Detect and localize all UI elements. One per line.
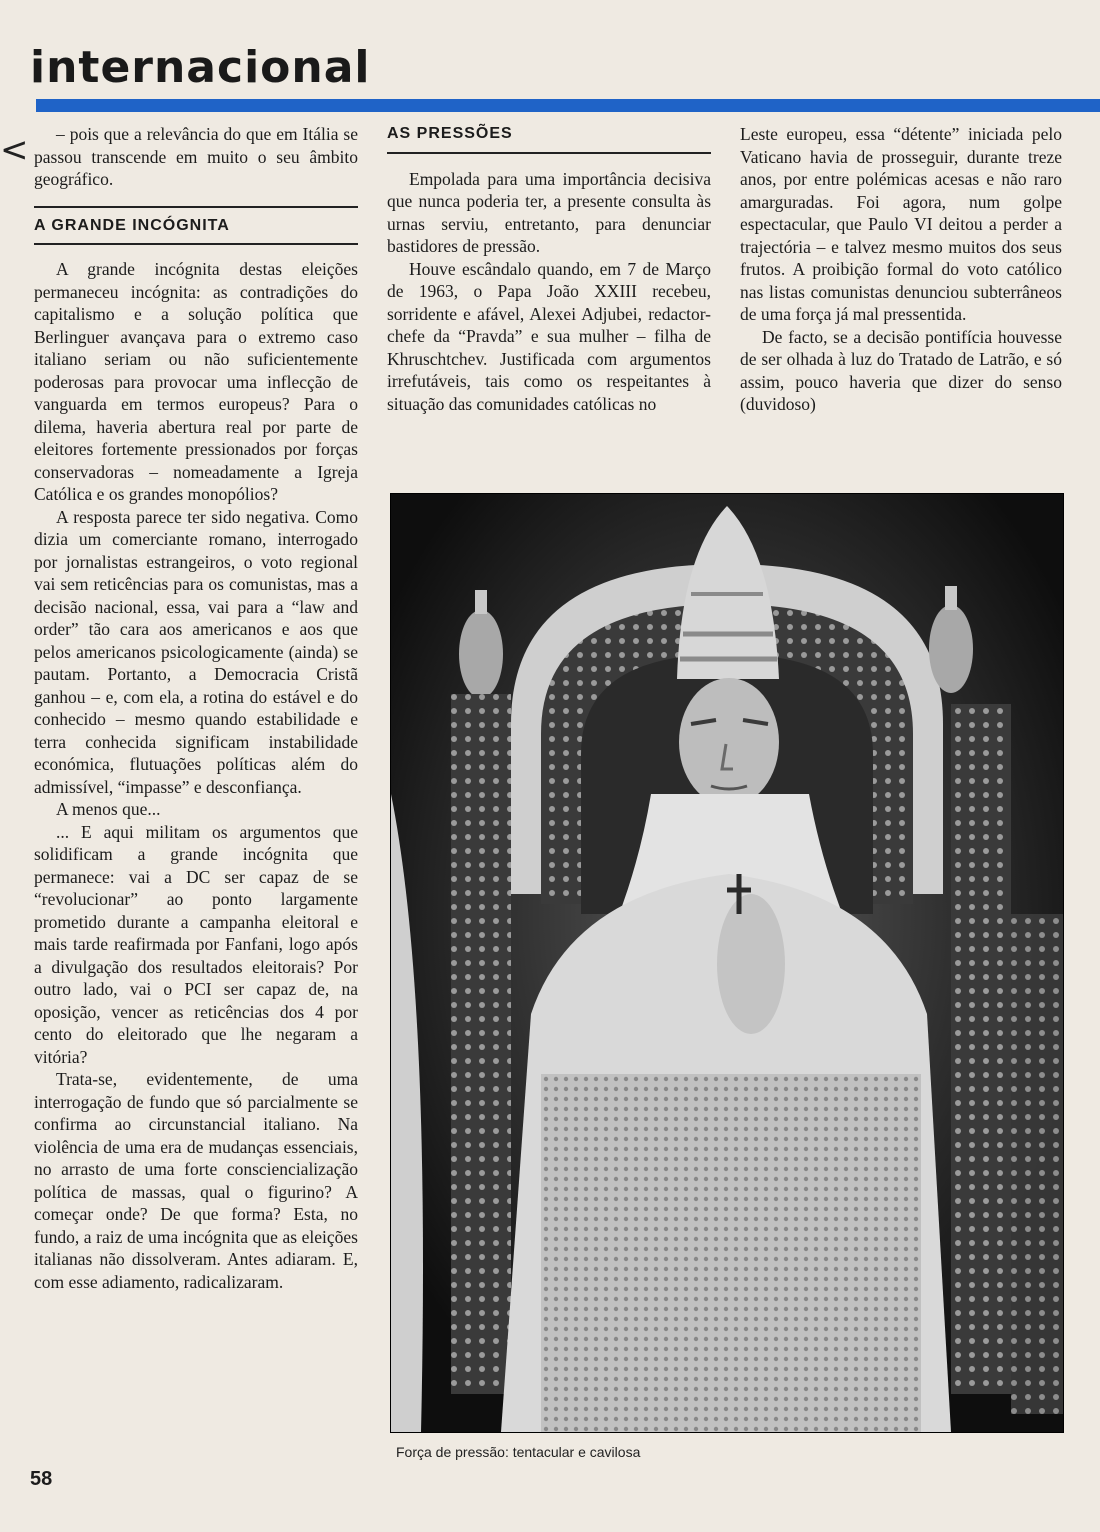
article-column-2 [387,123,711,415]
paragraph: De facto, se a decisão pontifícia houvesse de ser olhada à luz do Tratado de Latrão, e só assim, pouco haveria que dizer do senso (duvidoso) [740,326,1062,414]
article-column-1 [34,123,358,1293]
photo-pope-on-throne [390,493,1064,1433]
subheading-grande-incognita: A GRANDE INCÓGNITA [34,206,358,246]
paragraph: A menos que... [56,799,161,819]
paragraph: Houve escândalo quando, em 7 de Março de 1963, o Papa João XXIII recebeu, sorridente e afável, Alexei Adjubei, redactor-chefe da “Pravda” e sua mulher – filha de Khruschtchev. Justificada com argumentos irrefutáveis, tais como os respeitantes à situação das comunidades católicas no [387,258,711,414]
section-accent-bar [36,99,1100,112]
subheading-pressoes: AS PRESSÕES [387,123,711,154]
intro-paragraph: – pois que a relevância do que em Itália se passou transcende em muito o seu âmbito geográfico. [34,124,358,189]
section-title: internacional [30,42,371,93]
paragraph: A resposta parece ter sido negativa. Como dizia um comerciante romano, interrogado por jornalistas estrangeiros, o voto regional vai sem reticências para os comunistas, mas a decisão nacional, essa, vai para a “law and order” tão cara aos americanos e aos que pelos americanos psicologicamente (ainda) se pautam. Portanto, a Democracia Cristã ganhou – e, com ela, a rotina do estável e do conhecido – mesmo quando estabilidade e terra conhecida significam instabilidade económica, flutuações políticas além do admissível, “impasse” e desconfiança. [34,506,358,797]
chevron-left-icon[interactable]: < [0,130,29,170]
paragraph: A grande incógnita destas eleições permaneceu incógnita: as contradições do capitalismo e a solução política que Berlinguer avançava para o extremo caso italiano seriam ou não suficientemente poderosas para provocar uma inflecção de vanguarda em termos europeus? Para o dilema, haveria abertura real por parte de eleitores fortemente pressionados por forças conservadoras – nomeadamente a Igreja Católica e os grandes monopólios? [34,259,358,504]
paragraph: Trata-se, evidentemente, de uma interrogação de fundo que só parcialmente se confirma ao circunstancial italiano. Na violência de uma era de mudanças essenciais, no arrasto de uma forte consciencialização política de massas, qual o figurino? A começar onde? De que forma? Esta, no fundo, a raiz de uma incógnita que as eleições italianas não dissolveram. Antes adiaram. E, com esse adiamento, radicalizaram. [34,1069,358,1292]
paragraph: Leste europeu, essa “détente” iniciada pelo Vaticano havia de prosseguir, durante treze anos, por entre polémicas acesas e não raro amarguradas. Foi agora, num golpe espectacular, que Paulo VI deitou a perder a trajectória – e talvez mesmo muitos dos seus frutos. A proibição formal do voto católico nas listas comunistas denunciou subterrâneos de uma força já mal pressentida. [740,124,1062,324]
page-number: 58 [30,1468,53,1490]
photo-caption: Força de pressão: tentacular e cavilosa [396,1444,641,1460]
article-column-3 [740,123,1062,416]
paragraph: Empolada para uma importância decisiva que nunca poderia ter, a presente consulta às urnas serviu, entretanto, para denunciar bastidores de pressão. [387,168,711,256]
paragraph: ... E aqui militam os argumentos que solidificam a grande incógnita que permanece: vai a DC ser capaz de se “revolucionar” ao ponto largamente prometido durante a campanha eleitoral e mais tarde reafirmada por Fanfani, logo após a divulgação dos resultados eleitorais? Por outro lado, vai o PCI ser capaz de, na oposição, vencer as reticências dos 4 por cento do eleitorado que lhe negaram a vitória? [34,821,358,1067]
